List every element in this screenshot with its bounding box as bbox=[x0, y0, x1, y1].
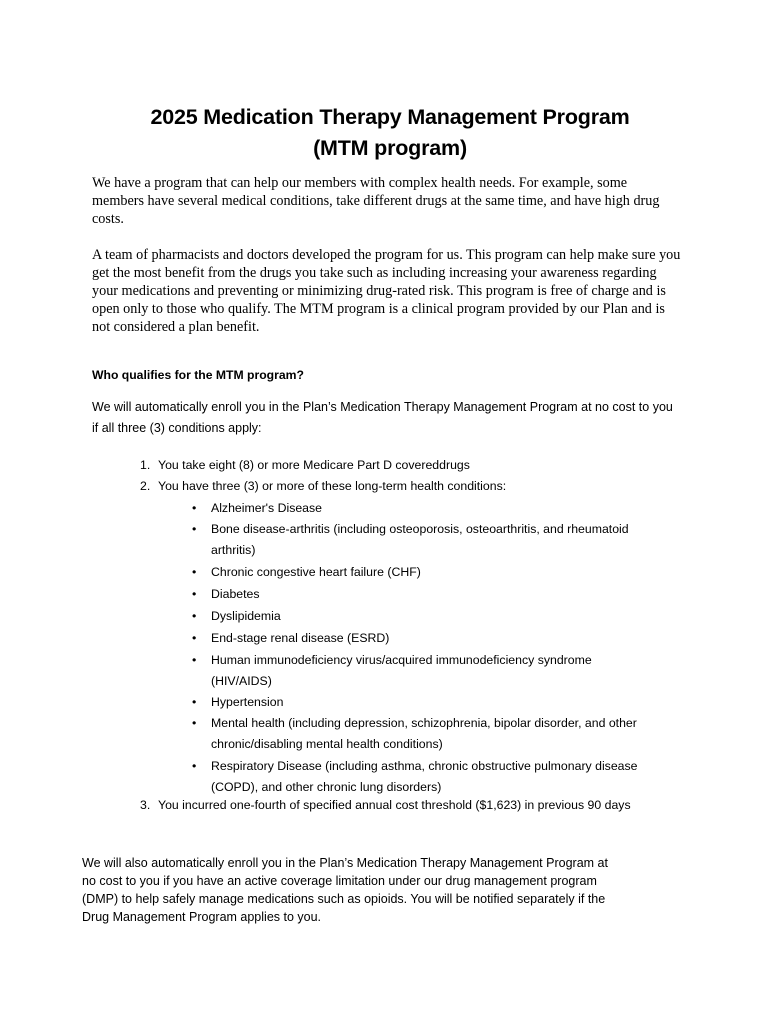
health-condition-text: Mental health (including depression, schizophrenia, bipolar disorder, and other chronic/disabling mental health conditions) bbox=[211, 716, 637, 751]
condition-item bbox=[140, 796, 640, 815]
health-condition-item bbox=[192, 650, 652, 692]
page-title-line-2: (MTM program) bbox=[313, 136, 467, 160]
health-condition-text: End-stage renal disease (ESRD) bbox=[211, 631, 390, 645]
bullet-icon: • bbox=[192, 653, 197, 667]
bullet-icon: • bbox=[192, 631, 197, 645]
condition-text: You take eight (8) or more Medicare Part D covereddrugs bbox=[158, 458, 470, 472]
closing-paragraph: We will also automatically enroll you in the Plan’s Medication Therapy Management Program at no cost to you if you have an active coverage limitation under our drug management program (DMP) to help safely manage medications such as opioids. You will be notified separately if the Drug Management Program applies to you. bbox=[82, 856, 608, 924]
health-condition-item bbox=[192, 519, 652, 561]
health-condition-item bbox=[192, 498, 652, 519]
health-condition-item bbox=[192, 584, 652, 605]
health-condition-text: Respiratory Disease (including asthma, chronic obstructive pulmonary disease (COPD), and other chronic lung disorders) bbox=[211, 759, 638, 794]
bullet-icon: • bbox=[192, 695, 197, 709]
condition-number: 2. bbox=[140, 479, 151, 493]
page-title-line-1: 2025 Medication Therapy Management Program bbox=[150, 105, 630, 129]
health-condition-text: Alzheimer's Disease bbox=[211, 501, 323, 515]
health-condition-text: Chronic congestive heart failure (CHF) bbox=[211, 565, 421, 579]
health-condition-text: Diabetes bbox=[211, 587, 260, 601]
qualify-intro: We will automatically enroll you in the Plan’s Medication Therapy Management Program at no cost to you if all three (3) conditions apply: bbox=[92, 400, 673, 435]
health-condition-item bbox=[192, 562, 652, 583]
intro-paragraph-1: We have a program that can help our members with complex health needs. For example, some members have several medical conditions, take different drugs at the same time, and have high drug costs. bbox=[92, 175, 660, 227]
page-title bbox=[0, 102, 770, 164]
health-condition-item bbox=[192, 606, 652, 627]
bullet-icon: • bbox=[192, 522, 197, 536]
bullet-icon: • bbox=[192, 609, 197, 623]
condition-item bbox=[140, 477, 660, 496]
section-heading: Who qualifies for the MTM program? bbox=[92, 368, 304, 382]
condition-text: You have three (3) or more of these long-term health conditions: bbox=[158, 479, 507, 493]
bullet-icon: • bbox=[192, 501, 197, 515]
health-condition-text: Hypertension bbox=[211, 695, 284, 709]
condition-item bbox=[140, 456, 660, 475]
intro-paragraph-2: A team of pharmacists and doctors developed the program for us. This program can help make sure you get the most benefit from the drugs you take such as including increasing your awareness regarding your medications and preventing or minimizing drug-rated risk. This program is free of charge and is open only to those who qualify. The MTM program is a clinical program provided by our Plan and is not considered a plan benefit. bbox=[92, 247, 681, 335]
condition-text: You incurred one-fourth of specified annual cost threshold ($1,623) in previous 90 days bbox=[158, 798, 631, 812]
bullet-icon: • bbox=[192, 759, 197, 773]
bullet-icon: • bbox=[192, 716, 197, 730]
health-condition-text: Dyslipidemia bbox=[211, 609, 281, 623]
bullet-icon: • bbox=[192, 565, 197, 579]
health-condition-text: Human immunodeficiency virus/acquired immunodeficiency syndrome (HIV/AIDS) bbox=[211, 653, 592, 688]
bullet-icon: • bbox=[192, 587, 197, 601]
health-condition-item bbox=[192, 628, 652, 649]
condition-number: 3. bbox=[140, 798, 151, 812]
health-condition-text: Bone disease-arthritis (including osteoporosis, osteoarthritis, and rheumatoid arthritis) bbox=[211, 522, 629, 557]
health-condition-item bbox=[192, 756, 652, 798]
health-condition-item bbox=[192, 713, 652, 755]
condition-number: 1. bbox=[140, 458, 151, 472]
health-condition-item bbox=[192, 692, 652, 713]
